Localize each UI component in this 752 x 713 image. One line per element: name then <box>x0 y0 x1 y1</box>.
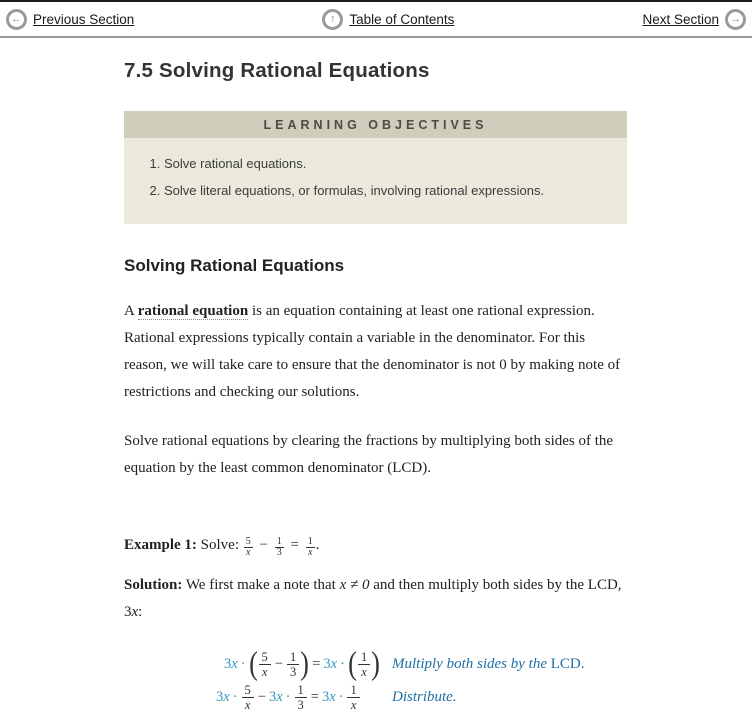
fraction-numerator: 5 <box>245 535 251 547</box>
arrow-up-circle-icon[interactable] <box>322 9 343 30</box>
fraction-denominator: x <box>242 697 254 712</box>
coefficient-variable: x <box>231 656 238 672</box>
next-section-link[interactable] <box>642 9 746 30</box>
fraction-denominator: x <box>306 547 315 559</box>
minus-sign: − <box>257 689 266 706</box>
fraction-numerator: 1 <box>350 683 357 697</box>
learning-objectives-header: LEARNING OBJECTIVES <box>124 111 627 138</box>
objective-item: 2. Solve literal equations, or formulas, involving rational expressions. <box>164 177 617 204</box>
right-paren: ) <box>300 646 310 682</box>
arrow-right-glyph: → <box>730 12 741 25</box>
coefficient-number: 3 <box>224 656 232 672</box>
coefficient-number: 3 <box>321 689 330 706</box>
equals-sign: = <box>290 537 299 553</box>
equation-row <box>124 648 627 681</box>
colon: : <box>138 604 143 620</box>
fraction-numerator: 5 <box>261 649 268 664</box>
coefficient <box>216 689 230 706</box>
fraction-numerator: 1 <box>360 649 368 664</box>
coefficient-variable: x <box>223 689 230 706</box>
coefficient-number: 3 <box>216 689 224 706</box>
coefficient-variable: x <box>276 689 283 706</box>
step-annotation <box>392 689 457 706</box>
solution-text: and then multiply both sides by the LCD, 3 <box>124 577 622 620</box>
fraction-denominator: 3 <box>295 697 307 712</box>
paragraph-text: is an equation containing at least one rational expression. Rational expressions typically contain a variable in the denominator. For this reason, we will take care to ensure that the denominator is not 0 by making note of restrictions and checking our solutions. <box>124 303 621 400</box>
multiplication-dot: · <box>232 689 238 706</box>
example-label: Example 1: <box>124 537 197 553</box>
left-paren: ( <box>248 646 258 682</box>
coefficient-variable: x <box>329 689 336 706</box>
table-of-contents-label[interactable]: Table of Contents <box>349 12 455 27</box>
arrow-right-circle-icon[interactable] <box>725 9 746 30</box>
next-section-label[interactable]: Next Section <box>642 12 719 27</box>
coefficient <box>322 689 336 706</box>
fraction-denominator: 3 <box>287 664 299 679</box>
fraction-denominator: x <box>358 664 370 679</box>
fraction <box>295 683 307 713</box>
fraction-denominator: x <box>244 547 253 559</box>
paragraph-definition <box>124 298 627 406</box>
page-title: 7.5 Solving Rational Equations <box>124 59 430 82</box>
fraction <box>358 650 370 680</box>
learning-objectives-body <box>124 138 627 224</box>
learning-objectives-list <box>146 150 617 204</box>
left-paren: ( <box>348 646 357 682</box>
solution-line <box>124 572 627 626</box>
fraction <box>306 537 315 559</box>
fraction-denominator: 3 <box>276 547 282 558</box>
paragraph-method: Solve rational equations by clearing the fractions by multiplying both sides of the equation by the least common denominator (LCD). <box>124 433 614 476</box>
multiplication-dot: · <box>338 689 344 706</box>
previous-section-label[interactable]: Previous Section <box>33 12 135 27</box>
multiplication-dot: · <box>240 656 246 672</box>
fraction-numerator: 1 <box>307 535 313 547</box>
top-navigation <box>0 2 752 38</box>
annotation-text: LCD. <box>550 656 585 672</box>
coefficient-number: 3 <box>323 656 331 672</box>
annotation-text: Multiply both sides by the <box>392 656 547 672</box>
equation-row <box>124 683 627 713</box>
worked-equations <box>124 648 627 713</box>
objective-item: 1. Solve rational equations. <box>164 150 617 177</box>
multiplication-dot: · <box>340 656 345 672</box>
arrow-left-circle-icon[interactable] <box>6 9 27 30</box>
example-line <box>124 532 627 559</box>
fraction <box>242 683 254 713</box>
multiplication-dot: · <box>285 689 291 706</box>
minus-sign: − <box>259 537 268 553</box>
fraction <box>347 683 359 713</box>
step-annotation <box>392 656 584 673</box>
period: . <box>315 537 320 553</box>
fraction-denominator: x <box>347 697 359 712</box>
coefficient <box>224 656 238 673</box>
equals-sign: = <box>310 689 319 706</box>
learning-objectives-box <box>124 111 627 224</box>
equation <box>124 683 368 713</box>
arrow-left-glyph: ← <box>11 12 22 25</box>
fraction-numerator: 1 <box>276 535 282 547</box>
math-condition: x ≠ 0 <box>339 577 370 593</box>
table-of-contents-link[interactable] <box>322 9 454 30</box>
fraction <box>244 537 253 559</box>
fraction-numerator: 1 <box>297 683 304 697</box>
coefficient-number: 3 <box>268 689 277 706</box>
previous-section-link[interactable] <box>6 9 134 30</box>
rational-equation-term-link[interactable]: rational equation <box>137 303 249 319</box>
example-solve-text: Solve: <box>200 537 240 553</box>
minus-sign: − <box>274 656 283 672</box>
right-paren: ) <box>371 646 381 682</box>
fraction-denominator: x <box>259 664 271 679</box>
annotation-text: Distribute. <box>392 689 457 706</box>
solution-label: Solution: <box>124 577 183 593</box>
fraction <box>275 537 284 559</box>
solution-text: We first make a note that <box>185 577 336 593</box>
coefficient <box>323 656 337 673</box>
math-variable: x <box>131 604 139 620</box>
paragraph-text: A <box>124 303 135 319</box>
fraction <box>287 650 299 680</box>
coefficient <box>269 689 283 706</box>
arrow-up-glyph: ↑ <box>330 12 336 25</box>
fraction-numerator: 1 <box>289 649 297 664</box>
fraction <box>259 650 271 680</box>
coefficient-variable: x <box>330 656 338 672</box>
main-content <box>0 59 752 713</box>
equals-sign: = <box>312 656 321 672</box>
equation <box>124 646 381 682</box>
fraction-numerator: 5 <box>244 683 251 697</box>
section-heading: Solving Rational Equations <box>124 256 345 275</box>
